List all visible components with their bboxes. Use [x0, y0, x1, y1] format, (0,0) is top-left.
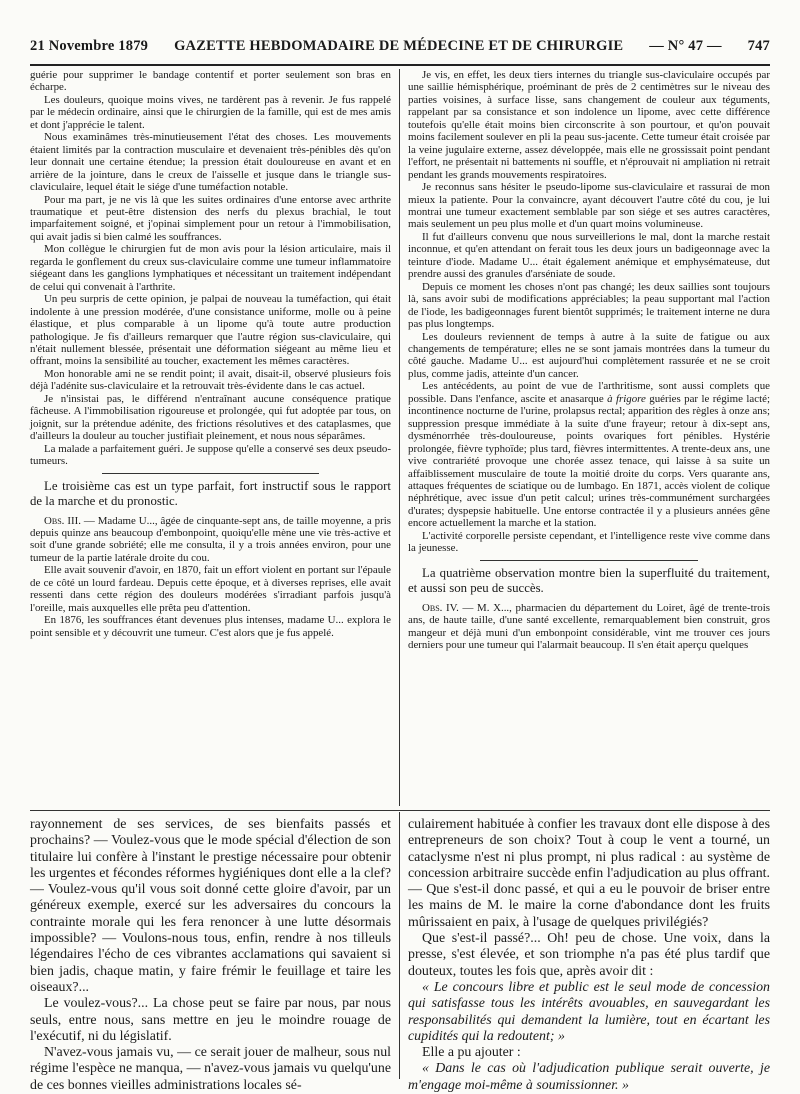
paragraph: Les douleurs, quoique moins vives, ne tardèrent pas à revenir. Je fus rappelé par le médecin ordinaire, ainsi que le chirurgien de la famille, qui est de mes amis et dont j'apprécie le talent.	[30, 93, 391, 131]
page-header	[30, 38, 770, 62]
quote-paragraph: « Dans le cas où l'adjudication publique serait ouverte, je m'engage moi-même à soumissionner. »	[408, 1061, 770, 1093]
paragraph: guérie pour supprimer le bandage contentif et porter seulement son bras en écharpe.	[30, 69, 391, 94]
paragraph: Je n'insistai pas, le différend n'entraînant aucune conséquence pratique fâcheuse. A l'immobilisation rigoureuse et prolongée, qui fut adoptée par tous, on joignit, sur la prétendue adénite, des frictions résolutives et des cataplasmes, que d'ailleurs la douleur au toucher justifiait pleinement, et nous nous séparâmes.	[30, 392, 391, 443]
feuilleton-rule	[30, 810, 770, 811]
column-right	[408, 69, 770, 806]
paragraph: La malade a parfaitement guéri. Je suppose qu'elle a conservé ses deux pseudo-tumeurs.	[30, 442, 391, 468]
header-page-number: 747	[747, 38, 770, 54]
paragraph: Elle avait souvenir d'avoir, en 1870, fait un effort violent en portant sur l'épaule de ce côté un lourd fardeau. Depuis cette époque, et à diverses reprises, elle avait ressenti dans cette région des douleurs modérées s'irradiant parfois jusqu'à l'oreille, mais auxquelles elle prêta peu d'attention.	[30, 564, 391, 614]
lead-paragraph: La quatrième observation montre bien la superfluité du traitement, et aussi son peu de succès.	[408, 565, 770, 595]
observation-label: Obs. III.	[44, 514, 81, 527]
column-left	[30, 69, 391, 806]
column-divider	[399, 69, 400, 806]
section-separator	[102, 473, 319, 474]
paragraph: N'avez-vous jamais vu, — ce serait jouer de malheur, sous nul régime l'espèce ne manqua, — n'avez-vous jamais vu quelqu'une de ces bonnes vieilles administrations locales sé-	[30, 1045, 391, 1093]
paragraph: Le voulez-vous?... La chose peut se faire par nous, par nous seuls, entre nous, sans mettre en jeu le moindre rouage de l'exécutif, ni du législatif.	[30, 996, 391, 1044]
paragraph: Je reconnus sans hésiter le pseudo-lipome sus-claviculaire et rassurai de mon mieux la patiente. Pour la convaincre, ayant découvert l'autre côté du cou, je lui montrai une tumeur exactement semblable par son siége et ses autres caractères, mais seulement un peu plus molle et d'un quart moins volumineuse.	[408, 181, 770, 231]
paragraph: Un peu surpris de cette opinion, je palpai de nouveau la tuméfaction, qui était indolente à une pression modérée, d'une consistance uniforme, molle ou à peine élastique, et plus comparable à un lipome qu'à toute autre production pathologique. Je fis d'ailleurs remarquer que l'autre région sus-claviculaire, qui n'était nullement blessée, présentait une déformation siégeant au même lieu et offrant, moins la sensibilité au toucher, exactement les mêmes caractères.	[30, 293, 391, 368]
observation-3	[30, 515, 391, 565]
quote-paragraph: « Le concours libre et public est le seul mode de concession qui satisfasse tous les intérêts avouables, en sauvegardant les responsabilités qui demandent la lumière, tout en écartant les cupidités qui la redoutent; »	[408, 979, 770, 1044]
header-issue: — N° 47 —	[649, 38, 722, 54]
observation-text: — M. X..., pharmacien du département du Loiret, âgé de trente-trois ans, de haute taille, d'une santé excellente, remarquablement bien construit, gros mangeur et déjà muni d'un embonpoint considérable, vint me trouver ces jours derniers pour une tumeur qui l'alarmait beaucoup. Il s'en était aperçu quelques	[408, 601, 771, 652]
paragraph: Il fut d'ailleurs convenu que nous surveillerions le mal, dont la marche restait inconnue, et qu'en attendant on ferait tous les deux jours un badigeonnage avec la teinture d'iode. Madame U... était également anémique et emphysémateuse, dut prendre aussi des granules d'arséniate de soude.	[408, 230, 770, 281]
paragraph: Depuis ce moment les choses n'ont pas changé; les deux saillies sont toujours là, sans avoir subi de modifications appréciables; la peau supportant mal l'action de l'iode, les badigeonnages furent bientôt supprimés; le traitement interne ne dura pas plus longtemps.	[408, 280, 770, 331]
paragraph: En 1876, les souffrances étant devenues plus intenses, madame U... explora le point sensible et y découvrit une tumeur. C'est alors que je fus appelé.	[30, 614, 391, 639]
paragraph: Les douleurs reviennent de temps à autre à la suite de fatigue ou aux changements de température; elles ne se sont jamais montrées dans la tumeur du côté gauche. Madame U... est aujourd'hui complètement rassurée et ne se croit plus, comme jadis, atteinte d'un cancer.	[408, 330, 770, 380]
paragraph: culairement habituée à confier les travaux dont elle dispose à des entrepreneurs de son choix? Tout à coup le vent a tourné, un cataclysme n'est ni plus prompt, ni plus radical : au système de concession arbitraire succède enfin l'adjudication au plus offrant. — Que s'est-il donc passé, et qui a eu le pouvoir de briser entre les mains de M. le maire la corne d'abondance dont les fruits mûrissaient en paix, à l'usage de quelques privilégiés?	[408, 817, 770, 930]
header-title: GAZETTE HEBDOMADAIRE DE MÉDECINE ET DE CHIRURGIE	[174, 38, 624, 54]
lead-paragraph: Le troisième cas est un type parfait, fort instructif sous le rapport de la marche et du pronostic.	[30, 478, 391, 508]
paragraph: Elle a pu ajouter :	[422, 1045, 521, 1061]
paragraph: rayonnement de ses services, de ses bienfaits passés et prochains? — Voulez-vous que le mode spécial d'élection de son titulaire lui confère à l'instant le prestige nécessaire pour obtenir les urgentes et fécondes réformes hygiéniques dont elle a la clef? — Voulez-vous qu'il vous soit donné cette gloire d'avoir, par un généreux exemple, exercé sur les adversaires du concours la contrainte morale qui les fera renoncer à une lutte désormais impossible? — Voulons-nous tous, enfin, rendre à nos tilleuls légendaires l'écho de ces vibrantes acclamations qui savaient si bien jadis, chaque matin, y faire frémir le feuillage et taire les oiseaux?...	[30, 817, 391, 995]
section-separator	[480, 560, 697, 561]
paragraph: Nous examinâmes très-minutieusement l'état des choses. Les mouvements étaient limités par la contraction musculaire et devenaient très-pénibles dès qu'on leur donnait une certaine étendue; la pression était douloureuse en avant et en arrière de la jointure, dans le creux de l'aisselle et jusque dans le triangle sus-claviculaire, lequel était le siége d'une tuméfaction notable.	[30, 131, 391, 194]
paragraph: Mon honorable ami ne se rendit point; il avait, disait-il, observé plusieurs fois déjà l'adénite sus-claviculaire et la retrouvait très-évidente dans le cas actuel.	[30, 367, 391, 393]
observation-label: Obs. IV.	[422, 601, 459, 614]
paragraph: Que s'est-il passé?... Oh! peu de chose. Une voix, dans la presse, s'est élevée, et son triomphe n'a pas été plus tardif que douteux, toutes les fois que, après avoir dit :	[408, 931, 770, 979]
column-divider	[399, 812, 400, 1079]
header-rule	[30, 64, 770, 66]
paragraph: Mon collègue le chirurgien fut de mon avis pour la lésion articulaire, mais il regarda le gonflement du creux sus-claviculaire comme une tumeur inflammatoire siégeant dans les ganglions lymphatiques et nécessitant un traitement indépendant de celui qui convenait à l'arthrite.	[30, 243, 391, 293]
antecedents-paragraph: Les antécédents, au point de vue de l'arthritisme, sont aussi complets que possible. Dans l'enfance, ascite et anasarque à frigore guéries par le régime lacté; incontinence nocturne de l'urine, prolapsus rectal; apparition des règles à onze ans; suppression presque immédiate à la suite d'une frayeur; retour à dix-sept ans, dysménorrhée très-douloureuse, points ovariques fort pénibles. Hystérie prolongée, fièvre typhoïde; plus tard, fièvres intermittentes. A trente-deux ans, une vive contrariété provoque une chorée assez tenace, qui laisse à sa suite un affaiblissement musculaire de toute la moitié droite du corps. Vers quarante ans, attaques fréquentes de sciatique ou de lumbago. En 1871, accès violent de colique néphrétique, avec issue d'un petit calcul; urines très-communément surchargées d'urates; dyspepsie habituelle. Une entorse contractée il y a plusieurs années gêne encore actuellement la marche et la station.	[408, 380, 770, 530]
paragraph: Pour ma part, je ne vis là que les suites ordinaires d'une entorse avec arthrite traumatique et peut-être distension des nerfs du plexus brachial, le tout imparfaitement soigné, et j'opinai simplement pour un retour à l'immobilisation, qui avait jadis si bien calmé les souffrances.	[30, 193, 391, 243]
paragraph: L'activité corporelle persiste cependant, et l'intelligence reste vive comme dans la jeunesse.	[408, 529, 770, 555]
observation-text: — Madame U..., âgée de cinquante-sept ans, de taille moyenne, a pris depuis quinze ans beaucoup d'embonpoint, quoiqu'elle mène une vie très-active et soit d'une grande sobriété; elle me consulta, il y a trois années environ, pour une tumeur de la partie latérale droite du cou.	[30, 514, 391, 564]
observation-4	[408, 602, 770, 652]
paragraph: Je vis, en effet, les deux tiers internes du triangle sus-claviculaire occupés par une saillie hémisphérique, proéminant de près de 2 centimètres sur le niveau des parties voisines, à surface lisse, sans changement de couleur aux téguments, rappelant par sa consistance et son indolence un lipome, avec cette différence toutefois qu'elle était moins bien circonscrite à son pourtour, et qu'on pouvait moins facilement soulever en pli la peau sus-jacente. Cette tumeur était croisée par la veine jugulaire externe, assez développée, mais elle ne grossissait point pendant l'effort, ne présentait ni battements ni souffle, et n'éprouvait ni ampliation ni retrait pendant les grands mouvements respiratoires.	[408, 69, 770, 181]
header-date: 21 Novembre 1879	[30, 38, 149, 54]
feuilleton-column-left	[30, 817, 391, 1093]
feuilleton-column-right	[408, 817, 770, 1093]
